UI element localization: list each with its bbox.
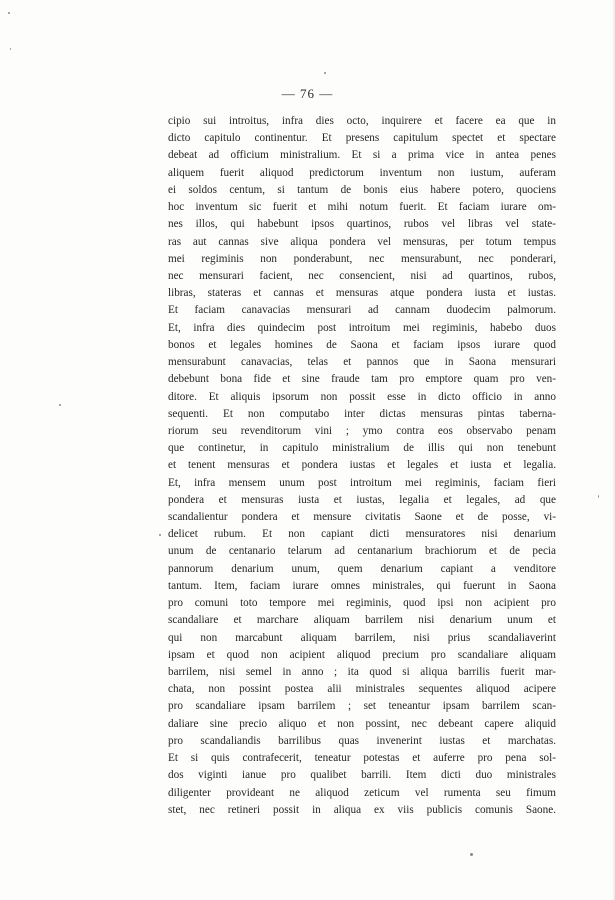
- text-line: barrilem, nisi semel in anno ; ita quod si aliqua barrilis fuerit mar-: [168, 666, 556, 678]
- text-line: ras aut cannas sive aliqua pondera vel mensuras, per totum tempus: [168, 235, 556, 248]
- text-line: pannorum denarium unum, quem denarium capiant a venditore: [168, 562, 556, 575]
- text-line: diligenter provideant ne aliquod zeticum vel rumenta seu fimum: [168, 786, 556, 799]
- body-text: [168, 113, 556, 819]
- text-line: chata, non possint postea alii ministrales sequentes aliquod acipere: [168, 683, 556, 696]
- scan-speck: [159, 534, 161, 536]
- text-line: unum de centanario telarum ad centanarium brachiorum et de pecia: [168, 545, 556, 558]
- text-line: scandalientur pondera et mensure civitatis Saone et de posse, vi-: [168, 511, 556, 524]
- scan-speck: [324, 72, 326, 74]
- text-line: Et faciam canavacias mensurari ad cannam duodecim palmorum.: [168, 304, 556, 317]
- text-line: scandaliare et marchare aliquam barrilem nisi denarium unum et: [168, 614, 556, 627]
- text-line: ditore. Et aliquis ipsorum non possit esse in dicto officio in anno: [168, 390, 556, 403]
- text-line: delicet rubum. Et non capiant dicti mensuratores nisi denarium: [168, 528, 556, 541]
- text-line: cipio sui introitus, infra dies octo, inquirere et facere ea que in: [168, 115, 556, 127]
- text-line: pondera et mensuras iusta et iustas, legalia et legales, ad que: [168, 493, 556, 506]
- text-line: sequenti. Et non computabo inter dictas mensuras pintas taberna-: [168, 407, 556, 420]
- text-line: daliare sine precio aliquo et non possint, nec debeant capere aliquid: [168, 717, 556, 730]
- text-line: debeat ad officium ministralium. Et si a prima vice in antea penes: [168, 149, 556, 162]
- text-line: hoc inventum sic fuerit et mihi notum fuerit. Et faciam iurare om-: [168, 201, 556, 214]
- text-line: ei soldos centum, si tantum de bonis eius habere potero, quociens: [168, 183, 556, 196]
- text-line: nes illos, qui habebunt ipsos quartinos, rubos vel libras vel state-: [168, 218, 556, 231]
- text-line: qui non marcabunt aliquam barrilem, nisi prius scandaliaverint: [168, 631, 556, 644]
- scan-speck: [10, 48, 11, 50]
- text-line: bonos et legales homines de Saona et faciam ipsos iurare quod: [168, 338, 556, 351]
- text-line: mei regiminis non ponderabunt, nec mensurabunt, nec ponderari,: [168, 252, 556, 265]
- text-line: libras, stateras et cannas et mensuras atque pondera iusta et iustas.: [168, 287, 556, 300]
- text-line: que continetur, in capitulo ministralium de illis qui non tenebunt: [168, 442, 556, 455]
- text-line: pro comuni toto tempore mei regiminis, quod ipsi non acipient pro: [168, 597, 556, 610]
- text-line: debebunt bona fide et sine fraude tam pro emptore quam pro ven-: [168, 373, 556, 386]
- scan-speck: [598, 495, 599, 498]
- text-line: aliquem fuerit aliquod predictorum inventum non iustum, auferam: [168, 166, 556, 179]
- text-line: mensurabunt canavacias, telas et pannos que in Saona mensurari: [168, 356, 556, 369]
- text-line: et tenent mensuras et pondera iustas et legales et iusta et legalia.: [168, 459, 556, 472]
- text-line: nec mensurari facient, nec consencient, nisi ad quartinos, rubos,: [168, 269, 556, 282]
- text-line: pro scandaliare ipsam barrilem ; set teneantur ipsam barrilem scan-: [168, 700, 556, 713]
- scan-speck: [470, 853, 473, 856]
- text-line: Et, infra dies quindecim post introitum mei regiminis, habebo duos: [168, 321, 556, 334]
- text-line: dos viginti ianue pro qualibet barrili. Item dicti duo ministrales: [168, 769, 556, 782]
- text-line: Et, infra mensem unum post introitum mei regiminis, faciam fieri: [168, 476, 556, 489]
- text-line: dicto capitulo continentur. Et presens capitulum spectet et spectare: [168, 132, 556, 145]
- page-number: — 76 —: [281, 86, 334, 101]
- scan-speck: [8, 12, 10, 14]
- text-line: riorum seu revenditorum vini ; ymo contra eos observabo penam: [168, 424, 556, 437]
- text-line: ipsam et quod non acipient aliquod precium pro scandaliare aliquam: [168, 648, 556, 661]
- text-line: stet, nec retineri possit in aliqua ex viis publicis comunis Saone.: [168, 803, 556, 816]
- text-line: pro scandaliandis barrilibus quas invenerint iustas et marchatas.: [168, 734, 556, 747]
- text-line: tantum. Item, faciam iurare omnes ministrales, qui fuerunt in Saona: [168, 579, 556, 592]
- scan-speck: [59, 404, 61, 406]
- text-line: Et si quis contrafecerit, teneatur potestas et auferre pro pena sol-: [168, 752, 556, 765]
